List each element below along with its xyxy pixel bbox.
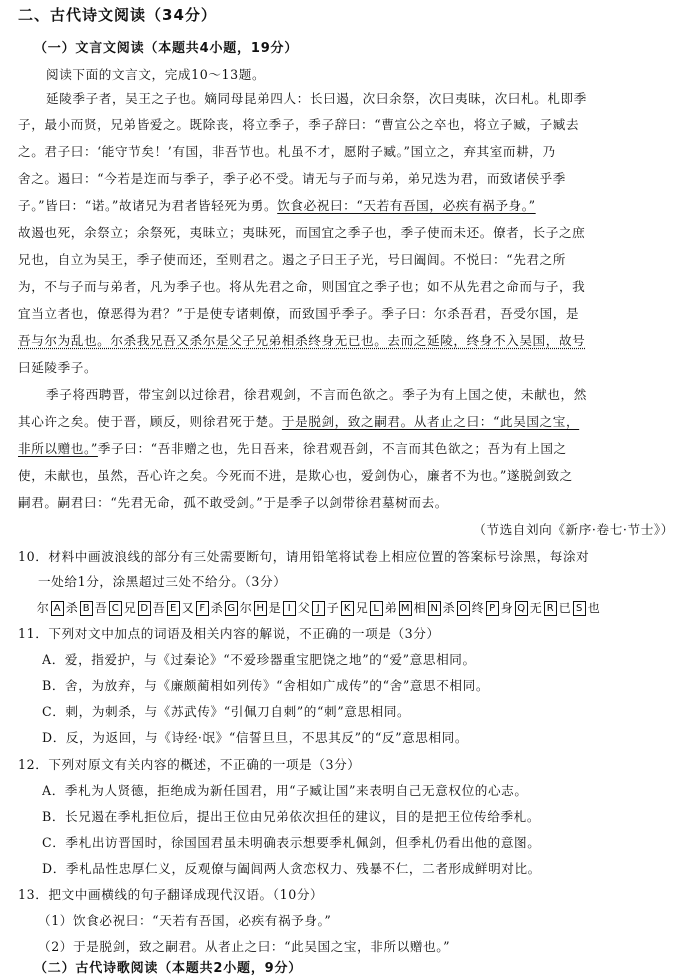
passage-line: 宜当立者也，僚恶得为君？”于是使专诸刺僚，而致国乎季子。季子曰：尔杀吾君，吾受尔国，是: [18, 306, 580, 321]
sentence-char: 吾: [152, 601, 166, 615]
passage-line: 使，未献也，虽然，吾心许之矣。今死而不进，是欺心也，爱剑伪心，廉者不为也。”遂脱剑致之: [18, 468, 573, 483]
question-12-stem: 12．下列对原文有关内容的概述，不正确的一项是（3分）: [18, 757, 361, 772]
question-12-option-c: C．季札出访晋国时，徐国国君虽未明确表示想要季札佩剑，但季札仍看出他的意图。: [42, 835, 541, 850]
answer-box[interactable]: B: [80, 601, 93, 616]
question-13-item-1: （1）饮食必祝曰：“天若有吾国，必疾有祸予身。”: [38, 913, 332, 928]
passage-line: 子，最小而贤，兄弟皆爱之。既除丧，将立季子，季子辞曰：“曹宣公之卒也，将立子臧，子臧去: [18, 117, 580, 132]
question-11-option-b: B．舍，为放弃，与《廉颇蔺相如列传》“舍相如广成传”的“舍”意思不相同。: [42, 678, 490, 693]
sentence-char: 杀: [210, 601, 224, 615]
passage-line: 嗣君。嗣君曰：“先君无命，孤不敢受剑。”于是季子以剑带徐君墓树而去。: [18, 495, 448, 510]
answer-box-row: [36, 599, 674, 617]
question-10-stem: 10．材料中画波浪线的部分有三处需要断句，请用铅笔将试卷上相应位置的答案标号涂黑，每涂对: [18, 549, 590, 564]
passage-text: 其心许之矣。使于晋，顾反，则徐君死于楚。: [18, 414, 282, 429]
sentence-char: 杀: [442, 601, 456, 615]
subsection-title: （一）文言文阅读（本题共4小题，19分）: [34, 41, 299, 56]
underlined-sentence-2: 于是脱剑，致之嗣君。从者止之曰：“此吴国之宝，: [281, 414, 580, 429]
source-citation: （节选自刘向《新序·卷七·节士》）: [473, 522, 674, 537]
sentence-char: 身: [500, 601, 514, 615]
passage-line: [18, 413, 674, 431]
question-10-stem: 一处给1分，涂黑超过三处不给分。（3分）: [38, 574, 287, 589]
sentence-char: 无: [529, 601, 543, 615]
answer-box[interactable]: C: [109, 601, 122, 616]
question-13-stem: 13．把文中画横线的句子翻译成现代汉语。（10分）: [18, 887, 324, 902]
answer-box[interactable]: P: [486, 601, 499, 616]
question-11-option-c: C．刺，为刺杀，与《苏武传》“引佩刀自刺”的“刺”意思相同。: [42, 704, 411, 719]
passage-line: 曰延陵季子。: [18, 360, 98, 375]
answer-box[interactable]: K: [341, 601, 354, 616]
passage-line: 故遏也死，余祭立；余祭死，夷昧立；夷昧死，而国宜之季子也，季子使而未还。僚者，长子之庶: [18, 225, 586, 240]
answer-box[interactable]: D: [138, 601, 151, 616]
wavy-line-passage: 吾与尔为乱也。尔杀我兄吾又杀尔是父子兄弟相杀终身无已也。去而之延陵，终身不入吴国，故号: [18, 333, 586, 348]
sentence-char: 吾: [94, 601, 108, 615]
passage-line: 兄也，自立为吴王，季子使而还，至则君之。遏之子曰王子光，号曰阖闾。不悦曰：“先君之所: [18, 252, 566, 267]
passage-text: 子。”皆曰：“诺。”故诸兄为君者皆轻死为勇。: [18, 198, 278, 213]
section-title: 二、古代诗文阅读（34分）: [18, 6, 217, 24]
answer-box[interactable]: M: [400, 602, 411, 614]
sentence-char: 父: [297, 601, 311, 615]
question-12-option-d: D．季札品性忠厚仁义，反观僚与阖闾两人贪恋权力、残暴不仁，二者形成鲜明对比。: [42, 861, 541, 876]
passage-line: [18, 440, 674, 458]
section-2-title: （二）古代诗歌阅读（本题共2小题，9分）: [34, 961, 303, 976]
question-13-item-2: （2）于是脱剑，致之嗣君。从者止之曰：“此吴国之宝，非所以赠也。”: [38, 939, 451, 954]
underlined-sentence-1: 饮食必祝曰：“天若有吾国，必疾有祸予身。”: [277, 198, 536, 213]
answer-box[interactable]: E: [167, 601, 180, 616]
sentence-char: 尔: [239, 601, 253, 615]
sentence-char: 兄: [123, 601, 137, 615]
answer-box[interactable]: H: [254, 601, 267, 616]
sentence-char: 杀: [65, 601, 79, 615]
answer-box[interactable]: Q: [515, 601, 528, 616]
question-11-option-a: A．爱，指爱护，与《过秦论》“不爱珍器重宝肥饶之地”的“爱”意思相同。: [42, 652, 476, 667]
passage-line: [18, 197, 674, 215]
answer-box[interactable]: F: [196, 601, 209, 616]
passage-line: 延陵季子者，吴王之子也。嫡同母昆弟四人：长曰遏，次曰余祭，次曰夷昧，次曰札。札即季: [46, 91, 587, 106]
answer-box[interactable]: J: [312, 601, 325, 616]
sentence-char: 子: [326, 601, 340, 615]
sentence-char: 也: [587, 601, 601, 615]
passage-line: 舍之。遏曰：“今若是迮而与季子，季子必不受。请无与子而与弟，弟兄迭为君，而致诸侯乎季: [18, 171, 566, 186]
answer-box[interactable]: N: [428, 601, 441, 616]
question-11-option-d: D．反，为返回，与《诗经·氓》“信誓旦旦，不思其反”的“反”意思相同。: [42, 730, 469, 745]
passage-line: 季子将西聘晋，带宝剑以过徐君，徐君观剑，不言而色欲之。季子为有上国之使，未献也，然: [46, 387, 587, 402]
answer-box[interactable]: O: [457, 601, 470, 616]
sentence-char: 已: [558, 601, 572, 615]
underlined-sentence-2-end: 非所以赠也。”: [18, 441, 98, 456]
sentence-char: 尔: [36, 601, 50, 615]
sentence-char: 终: [471, 601, 485, 615]
sentence-char: 又: [181, 601, 195, 615]
instruction: 阅读下面的文言文，完成10～13题。: [46, 67, 266, 82]
answer-box[interactable]: R: [544, 601, 557, 616]
answer-box[interactable]: A: [51, 601, 64, 616]
answer-box[interactable]: L: [370, 601, 383, 616]
sentence-char: 相: [413, 601, 427, 615]
sentence-char: 弟: [384, 601, 398, 615]
answer-box[interactable]: I: [283, 601, 296, 616]
question-12-option-a: A．季札为人贤德，拒绝成为新任国君，用“子臧让国”来表明自己无意权位的心志。: [42, 783, 528, 798]
passage-line: 为，不与子而与弟者，凡为季子也。将从先君之命，则国宜之季子也；如不从先君之命而与子，我: [18, 279, 586, 294]
passage-line: 之。君子曰：‘能守节矣！’有国，非吾节也。札虽不才，愿附子臧。”国立之，弃其室而耕，乃: [18, 144, 556, 159]
question-11-stem: 11．下列对文中加点的词语及相关内容的解说，不正确的一项是（3分）: [18, 626, 440, 641]
answer-box[interactable]: S: [573, 601, 586, 616]
sentence-char: 兄: [355, 601, 369, 615]
passage-text: 季子曰：“吾非赠之也，先日吾来，徐君观吾剑，不言而其色欲之；吾为有上国之: [97, 441, 567, 456]
sentence-char: 是: [268, 601, 282, 615]
question-12-option-b: B．长兄遏在季札拒位后，提出王位由兄弟依次担任的建议，目的是把王位传给季札。: [42, 809, 541, 824]
answer-box[interactable]: G: [225, 601, 238, 616]
